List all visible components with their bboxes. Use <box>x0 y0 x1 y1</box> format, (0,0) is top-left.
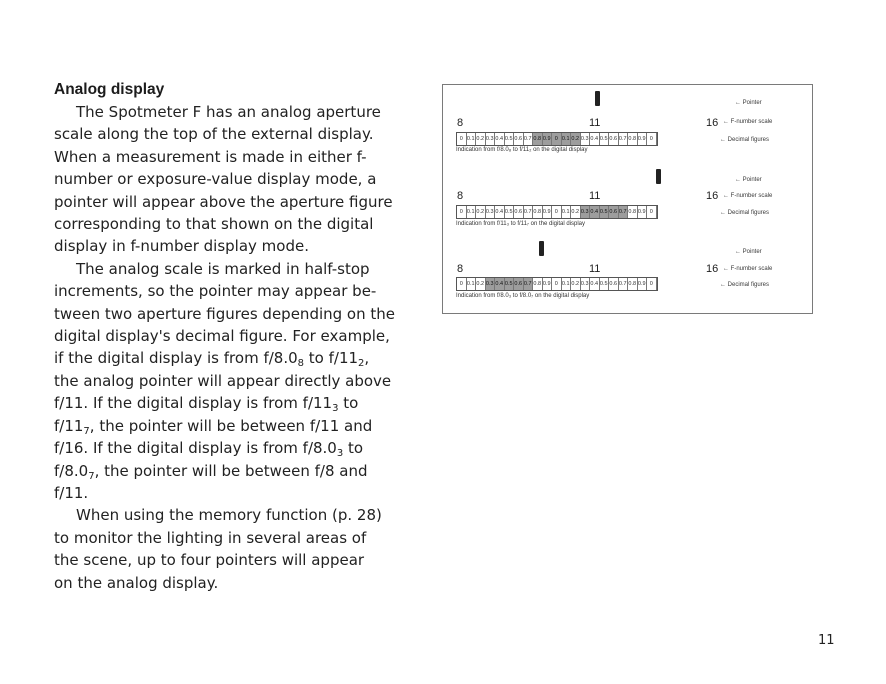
scale-cell: 0.6 <box>609 206 619 218</box>
pointer-label: ← Pointer <box>735 100 762 106</box>
decimal-scale <box>456 132 658 146</box>
scale-cell: 0 <box>647 133 657 145</box>
fnumber-8: 8 <box>457 117 464 129</box>
scale-cell: 0.5 <box>505 278 515 290</box>
paragraph-2 <box>54 258 416 504</box>
scale-cell: 0.8 <box>628 133 638 145</box>
scale-cell: 0.7 <box>619 278 629 290</box>
scale-cell: 0 <box>457 133 467 145</box>
text-line: increments, so the pointer may appear be- <box>54 282 377 301</box>
fnumber-11: 11 <box>589 117 601 129</box>
scale-cell: 0.3 <box>486 133 496 145</box>
scale-cell: 0.4 <box>590 133 600 145</box>
scale-cell: 0.1 <box>467 278 477 290</box>
scale-cell: 0.6 <box>609 278 619 290</box>
fnumber-16: 16 <box>706 263 719 275</box>
text-line: f/11. <box>54 483 89 502</box>
analog-display-figure <box>442 84 813 314</box>
paragraph-1 <box>54 101 416 258</box>
fnumber-scale-label: ← F-number scale <box>723 193 773 199</box>
text-line: on the analog display. <box>54 573 219 592</box>
fnumber-8: 8 <box>457 190 464 202</box>
scale-cell: 0.8 <box>533 206 543 218</box>
scale-cell: 0.6 <box>514 206 524 218</box>
scale-cell: 0.8 <box>628 206 638 218</box>
decimal-figures-label: ← Decimal figures <box>720 282 770 288</box>
scale-cell: 0.1 <box>467 133 477 145</box>
scale-cell: 0.1 <box>562 206 572 218</box>
text-line: the scene, up to four pointers will appear <box>54 551 365 570</box>
scale-cell: 0.5 <box>505 206 515 218</box>
body-text <box>54 101 416 594</box>
scale-cell: 0.6 <box>609 133 619 145</box>
text-line: pointer will appear above the aperture figure <box>54 192 393 211</box>
text-line: digital display's decimal figure. For example, <box>54 327 390 346</box>
scale-cell: 0.7 <box>619 206 629 218</box>
text-line: display in f-number display mode. <box>54 237 309 256</box>
scale-cell: 0.2 <box>476 206 486 218</box>
scale-cell: 0.9 <box>543 278 553 290</box>
scale-cell: 0.4 <box>495 133 505 145</box>
decimal-scale <box>456 277 658 291</box>
scale-cell: 0.8 <box>628 278 638 290</box>
scale-cell: 0.5 <box>600 206 610 218</box>
paragraph-3 <box>54 504 416 594</box>
text-line: The Spotmeter F has an analog aperture <box>76 103 381 121</box>
scale-cell: 0.2 <box>476 278 486 290</box>
scale-cell: 0 <box>552 278 562 290</box>
text-line: tween two aperture figures depending on the <box>54 304 395 323</box>
pointer-icon <box>595 91 600 106</box>
scale-cell: 0.9 <box>638 278 648 290</box>
pointer-label: ← Pointer <box>735 249 762 255</box>
scale-cell: 0.1 <box>467 206 477 218</box>
text-line: number or exposure-value display mode, a <box>54 170 377 189</box>
text-line: The analog scale is marked in half-stop <box>76 259 370 278</box>
fnumber-8: 8 <box>457 263 464 275</box>
decimal-figures-label: ← Decimal figures <box>720 137 770 143</box>
text-line: $f/8.0_7$, the pointer will be between f/8 and <box>54 461 368 482</box>
scale-cell: 0.3 <box>486 206 496 218</box>
fnumber-16: 16 <box>706 117 719 129</box>
text-line: the analog pointer will appear directly above <box>54 371 392 390</box>
scale-cell: 0.3 <box>581 133 591 145</box>
scale-cell: 0.9 <box>543 133 553 145</box>
page-number: 11 <box>818 633 835 648</box>
figure-panel-1 <box>443 87 812 161</box>
figure-panel-2 <box>443 163 812 237</box>
scale-cell: 0.9 <box>638 206 648 218</box>
text-line: When a measurement is made in either f- <box>54 147 367 166</box>
scale-cell: 0.5 <box>600 278 610 290</box>
text-line: to monitor the lighting in several areas of <box>54 528 367 547</box>
scale-cell: 0.5 <box>505 133 515 145</box>
fnumber-scale-label: ← F-number scale <box>723 266 773 272</box>
text-line: When using the memory function (p. 28) <box>76 506 382 525</box>
scale-cell: 0.7 <box>619 133 629 145</box>
text-line: f/16. If the digital display is from $f/8.0_3$ to <box>54 439 364 460</box>
scale-cell: 0.2 <box>571 133 581 145</box>
scale-cell: 0.9 <box>638 133 648 145</box>
pointer-label: ← Pointer <box>735 177 762 183</box>
scale-cell: 0 <box>457 278 467 290</box>
decimal-scale <box>456 205 658 219</box>
scale-cell: 0 <box>647 278 657 290</box>
scale-cell: 0.3 <box>486 278 496 290</box>
scale-cell: 0 <box>552 133 562 145</box>
scale-cell: 0.1 <box>562 133 572 145</box>
scale-cell: 0.9 <box>543 206 553 218</box>
scale-cell: 0.7 <box>524 133 534 145</box>
scale-cell: 0.7 <box>524 278 534 290</box>
scale-cell: 0.3 <box>581 278 591 290</box>
section-heading: Analog display <box>54 81 165 98</box>
scale-cell: 0.6 <box>514 133 524 145</box>
fnumber-scale-label: ← F-number scale <box>723 119 773 125</box>
fnumber-16: 16 <box>706 190 719 202</box>
figure-panel-3 <box>443 239 812 313</box>
scale-cell: 0.4 <box>495 206 505 218</box>
scale-cell: 0.4 <box>590 278 600 290</box>
scale-cell: 0.4 <box>495 278 505 290</box>
scale-cell: 0 <box>457 206 467 218</box>
scale-cell: 0.5 <box>600 133 610 145</box>
pointer-icon <box>656 169 661 184</box>
scale-cell: 0.8 <box>533 133 543 145</box>
scale-cell: 0 <box>552 206 562 218</box>
decimal-figures-label: ← Decimal figures <box>720 210 770 216</box>
scale-cell: 0.4 <box>590 206 600 218</box>
scale-cell: 0.7 <box>524 206 534 218</box>
panel-caption: Indication from f/8.0₃ to f/8.0₇ on the digital display <box>456 293 590 299</box>
text-line: f/11. If the digital display is from $f/11_3$ to <box>54 394 359 415</box>
scale-cell: 0.6 <box>514 278 524 290</box>
text-line: corresponding to that shown on the digital <box>54 215 374 234</box>
panel-caption: Indication from f/8.0₈ to f/11₂ on the digital display <box>456 147 588 153</box>
fnumber-11: 11 <box>589 263 601 275</box>
scale-cell: 0.2 <box>571 278 581 290</box>
pointer-icon <box>539 241 544 256</box>
scale-cell: 0.2 <box>571 206 581 218</box>
panel-caption: Indication from f/11₃ to f/11₇ on the digital display <box>456 221 586 227</box>
scale-cell: 0.3 <box>581 206 591 218</box>
text-line: if the digital display is from $f/8.0_8$ to $f/11_2$, <box>54 349 370 370</box>
scale-cell: 0.8 <box>533 278 543 290</box>
scale-cell: 0.1 <box>562 278 572 290</box>
scale-cell: 0.2 <box>476 133 486 145</box>
text-line: scale along the top of the external display. <box>54 125 374 144</box>
text-line: $f/11_7$, the pointer will be between f/11 and <box>54 416 373 437</box>
scale-cell: 0 <box>647 206 657 218</box>
fnumber-11: 11 <box>589 190 601 202</box>
